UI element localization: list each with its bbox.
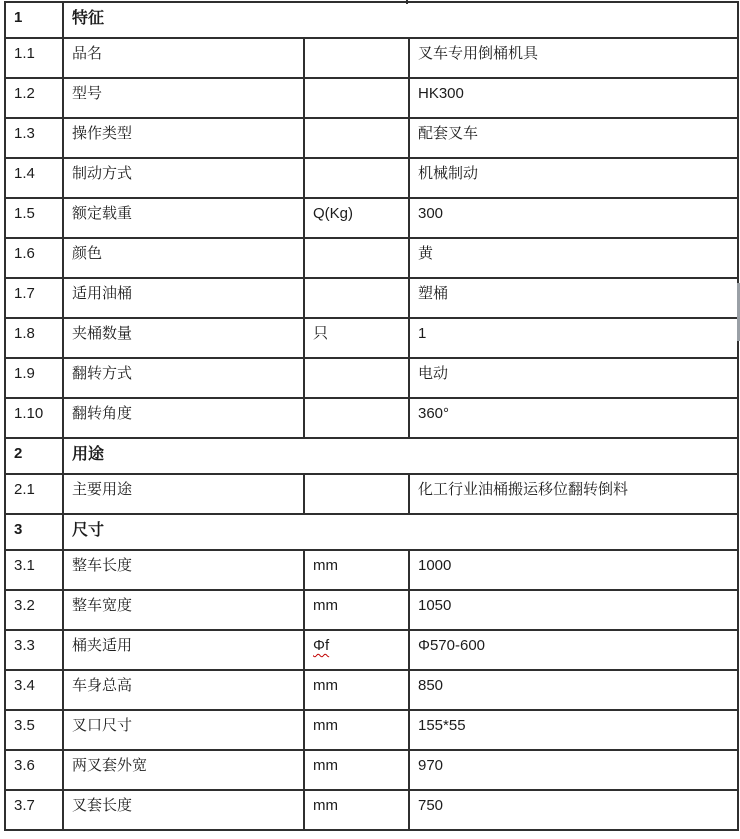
spec-unit-text: mm [313,677,338,694]
spec-unit-text: mm [313,757,338,774]
section-number: 3 [5,514,63,550]
table-row [5,158,738,198]
spec-value: 配套叉车 [409,118,738,158]
row-number: 1.8 [5,318,63,358]
table-row [5,398,738,438]
spec-unit [304,78,409,118]
row-number: 3.1 [5,550,63,590]
row-number: 3.2 [5,590,63,630]
section-number: 1 [5,2,63,38]
row-number: 2.1 [5,474,63,514]
spec-value: 970 [409,750,738,790]
spec-label: 整车宽度 [63,590,304,630]
table-row [5,710,738,750]
spec-unit-text: mm [313,717,338,734]
row-number: 1.9 [5,358,63,398]
table-row [5,630,738,670]
spec-label: 叉口尺寸 [63,710,304,750]
spec-value: 300 [409,198,738,238]
spec-unit [304,474,409,514]
spec-unit-text: mm [313,597,338,614]
spec-label: 车身总高 [63,670,304,710]
spec-label: 品名 [63,38,304,78]
spec-value: 机械制动 [409,158,738,198]
spec-value: 塑桶 [409,278,738,318]
spec-value: 750 [409,790,738,830]
section-title: 特征 [63,2,738,38]
spec-value: 黄 [409,238,738,278]
table-row [5,358,738,398]
spec-value: 叉车专用倒桶机具 [409,38,738,78]
table-row [5,590,738,630]
table-row [5,550,738,590]
spec-unit [304,750,409,790]
section-header-row [5,2,738,38]
spec-label: 夹桶数量 [63,318,304,358]
section-header-row [5,514,738,550]
table-row [5,238,738,278]
spec-unit [304,278,409,318]
spec-unit [304,790,409,830]
section-title: 尺寸 [63,514,738,550]
table-row [5,750,738,790]
spec-label: 主要用途 [63,474,304,514]
row-number: 1.10 [5,398,63,438]
spec-unit [304,198,409,238]
spec-unit [304,38,409,78]
spec-label: 颜色 [63,238,304,278]
spec-unit [304,670,409,710]
spec-unit [304,158,409,198]
spec-label: 叉套长度 [63,790,304,830]
section-title: 用途 [63,438,738,474]
row-number: 3.7 [5,790,63,830]
row-number: 1.3 [5,118,63,158]
row-number: 1.4 [5,158,63,198]
table-row [5,670,738,710]
spec-table [4,1,739,831]
spec-label: 翻转角度 [63,398,304,438]
table-row [5,78,738,118]
spec-value: 化工行业油桶搬运移位翻转倒料 [409,474,738,514]
table-row [5,198,738,238]
row-number: 1.2 [5,78,63,118]
spec-label: 两叉套外宽 [63,750,304,790]
row-number: 1.7 [5,278,63,318]
row-number: 3.5 [5,710,63,750]
spec-value: 155*55 [409,710,738,750]
spec-label: 制动方式 [63,158,304,198]
spec-unit [304,710,409,750]
spec-value: Φ570-600 [409,630,738,670]
spec-value: HK300 [409,78,738,118]
spec-unit [304,318,409,358]
spec-table-body [5,2,738,830]
row-number: 1.1 [5,38,63,78]
spec-label: 型号 [63,78,304,118]
spec-unit [304,550,409,590]
table-row [5,474,738,514]
table-row [5,790,738,830]
table-row [5,278,738,318]
row-number: 3.6 [5,750,63,790]
spec-unit [304,118,409,158]
spec-unit-text: mm [313,797,338,814]
spec-unit [304,398,409,438]
table-row [5,38,738,78]
spec-value: 1000 [409,550,738,590]
spec-unit-text: mm [313,557,338,574]
spec-unit-text: Φf [313,637,330,654]
spec-unit [304,630,409,670]
table-row [5,318,738,358]
spec-value: 360° [409,398,738,438]
row-number: 3.3 [5,630,63,670]
row-number: 1.5 [5,198,63,238]
row-number: 3.4 [5,670,63,710]
spec-label: 额定载重 [63,198,304,238]
spec-label: 适用油桶 [63,278,304,318]
spec-unit-text: Q(Kg) [313,205,354,222]
spec-value: 1050 [409,590,738,630]
spec-value: 850 [409,670,738,710]
spec-label: 操作类型 [63,118,304,158]
section-number: 2 [5,438,63,474]
spec-label: 翻转方式 [63,358,304,398]
spec-label: 桶夹适用 [63,630,304,670]
row-number: 1.6 [5,238,63,278]
spec-unit [304,238,409,278]
spec-value: 1 [409,318,738,358]
spec-label: 整车长度 [63,550,304,590]
table-row [5,118,738,158]
spec-unit-text: 只 [313,325,329,342]
spec-unit [304,590,409,630]
spec-unit [304,358,409,398]
section-header-row [5,438,738,474]
spec-value: 电动 [409,358,738,398]
